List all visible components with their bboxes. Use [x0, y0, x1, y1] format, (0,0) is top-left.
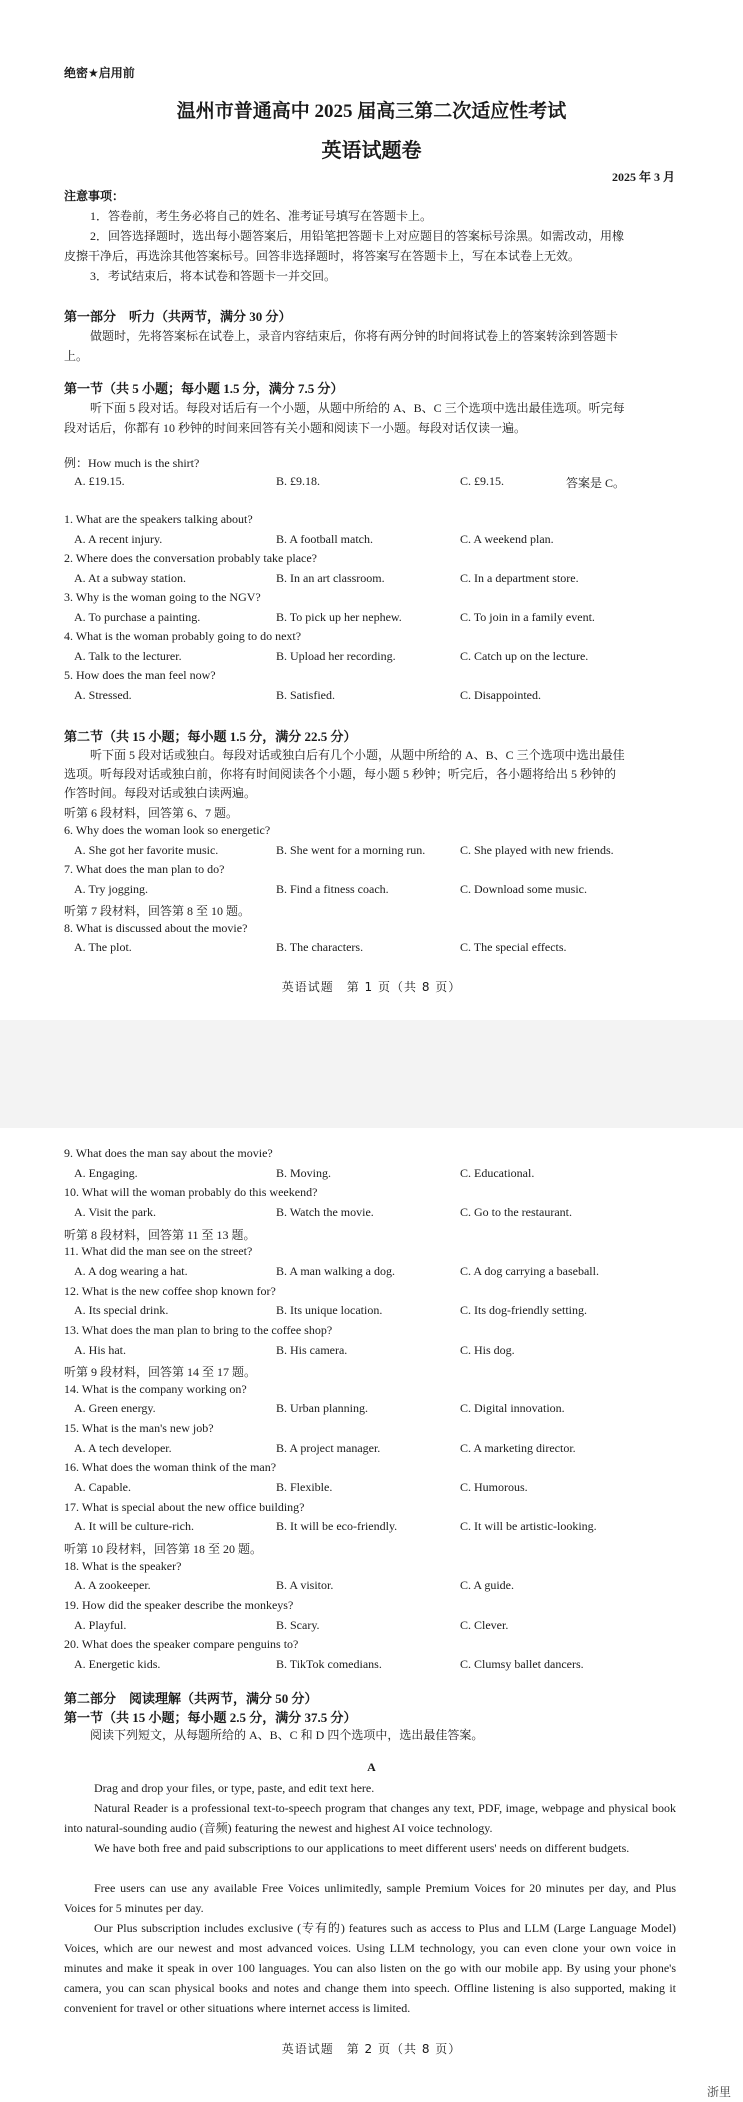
example-question: 例：How much is the shirt? [64, 456, 200, 470]
passage-paragraph: Free users can use any available Free Voices unlimitedly, sample Premium Voices for 20 minutes per day, and Plus Voices for 5 minutes per day. [64, 1881, 676, 1915]
question-text: 14. What is the company working on? [64, 1381, 247, 1396]
corner-mark: 浙里 [706, 2085, 731, 2099]
question-text: 19. How did the speaker describe the monkeys? [64, 1597, 294, 1612]
question-text: 18. What is the speaker? [64, 1558, 182, 1573]
option-c: C. A dog carrying a baseball. [460, 1263, 599, 1278]
part2-heading: 第二部分 阅读理解（共两节，满分 50 分） [64, 1691, 318, 1706]
option-c: C. It will be artistic-looking. [460, 1519, 597, 1534]
option-a: A. A tech developer. [74, 1440, 172, 1455]
question-text: 12. What is the new coffee shop known for? [64, 1283, 276, 1298]
option-c: C. Clever. [460, 1617, 509, 1632]
part1-intro: 做题时，先将答案标在试卷上，录音内容结束后，你将有两分钟的时间将试卷上的答案转涂到答题卡 [90, 329, 619, 343]
part2-section1-heading: 第一节（共 15 小题；每小题 2.5 分，满分 37.5 分） [64, 1710, 357, 1725]
option-a: A. It will be culture-rich. [74, 1519, 194, 1534]
question-text: 20. What does the speaker compare penguins to? [64, 1637, 299, 1652]
question-text: 7. What does the man plan to do? [64, 862, 225, 876]
part2-intro: 阅读下列短文，从每题所给的 A、B、C 和 D 四个选项中，选出最佳答案。 [90, 1728, 484, 1742]
option-a: A. Stressed. [74, 687, 132, 702]
section2-intro: 听下面 5 段对话或独白。每段对话或独白后有几个小题，从题中所给的 A、B、C 三个选项中选出最佳 [90, 748, 625, 762]
material-note: 听第 9 段材料，回答第 14 至 17 题。 [64, 1365, 257, 1380]
option-b: B. Find a fitness coach. [276, 881, 389, 896]
option-a: A. Try jogging. [74, 881, 149, 896]
option-c: C. She played with new friends. [460, 842, 614, 857]
passage-paragraph: Natural Reader is a professional text-to-speech program that changes any text, PDF, image, webpage and physical book into natural-sounding audio (音频) featuring the newest and highest AI voice technology. [64, 1801, 676, 1835]
option-c: C. A marketing director. [460, 1440, 576, 1455]
note-item: 皮擦干净后，再选涂其他答案标号。回答非选择题时，将答案写在答题卡上，写在本试卷上无效。 [64, 249, 581, 263]
option-b: B. A project manager. [276, 1440, 381, 1455]
option-b: B. A man walking a dog. [276, 1263, 395, 1278]
option-b: B. Scary. [276, 1617, 320, 1632]
passage-paragraph: We have both free and paid subscriptions to our applications to meet different users' needs on different budgets. [94, 1841, 630, 1855]
option-c: C. Digital innovation. [460, 1401, 565, 1416]
option-c: C. Its dog-friendly setting. [460, 1303, 587, 1318]
option-c: C. Catch up on the lecture. [460, 648, 589, 663]
option-b: B. Upload her recording. [276, 648, 396, 663]
question-text: 17. What is special about the new office building? [64, 1499, 305, 1514]
option-c: C. To join in a family event. [460, 609, 595, 624]
section1-intro: 段对话后，你都有 10 秒钟的时间来回答有关小题和阅读下一小题。每段对话仅读一遍。 [64, 421, 527, 435]
option-b: B. Urban planning. [276, 1401, 368, 1416]
confidential-label: 绝密★启用前 [64, 66, 135, 80]
option-c: C. In a department store. [460, 570, 579, 585]
section2-heading: 第二节（共 15 小题；每小题 1.5 分，满分 22.5 分） [64, 729, 357, 744]
example-option-a: A. £19.15. [74, 474, 125, 488]
option-c: C. Educational. [460, 1165, 535, 1180]
section1-intro: 听下面 5 段对话。每段对话后有一个小题，从题中所给的 A、B、C 三个选项中选出最佳选项。听完每 [90, 401, 625, 415]
option-b: B. Flexible. [276, 1480, 333, 1495]
section1-heading: 第一节（共 5 小题；每小题 1.5 分，满分 7.5 分） [64, 381, 344, 396]
question-text: 13. What does the man plan to bring to the coffee shop? [64, 1322, 333, 1337]
notes-heading: 注意事项： [64, 189, 125, 203]
option-a: A. A dog wearing a hat. [74, 1263, 188, 1278]
option-c: C. Humorous. [460, 1480, 528, 1495]
question-text: 15. What is the man's new job? [64, 1421, 214, 1436]
exam-subtitle: 英语试题卷 [321, 138, 422, 162]
option-c: C. Disappointed. [460, 687, 541, 702]
option-a: A. To purchase a painting. [74, 609, 201, 624]
option-a: A. Visit the park. [74, 1204, 157, 1219]
question-text: 10. What will the woman probably do this weekend? [64, 1185, 318, 1200]
option-b: B. Its unique location. [276, 1303, 383, 1318]
option-b: B. A football match. [276, 531, 373, 546]
exam-title: 温州市普通高中 2025 届高三第二次适应性考试 [176, 101, 567, 122]
option-b: B. Watch the movie. [276, 1204, 374, 1219]
option-b: B. In an art classroom. [276, 570, 385, 585]
note-item: 3．考试结束后，将本试卷和答题卡一并交回。 [90, 269, 337, 283]
option-a: A. Playful. [74, 1617, 127, 1632]
option-a: A. She got her favorite music. [74, 842, 219, 857]
option-a: A. The plot. [74, 940, 132, 954]
example-answer: 答案是 C。 [566, 476, 626, 490]
option-a: A. At a subway station. [74, 570, 186, 585]
option-b: B. Satisfied. [276, 687, 335, 702]
option-a: A. His hat. [74, 1342, 126, 1357]
question-text: 5. How does the man feel now? [64, 668, 216, 682]
option-c: C. Go to the restaurant. [460, 1204, 572, 1219]
example-option-c: C. £9.15. [460, 474, 505, 488]
question-text: 6. Why does the woman look so energetic? [64, 823, 271, 837]
option-b: B. She went for a morning run. [276, 842, 426, 857]
question-text: 16. What does the woman think of the man? [64, 1460, 277, 1475]
page-footer: 英语试题 第 2 页（共 8 页） [281, 2042, 462, 2056]
passage-paragraph: Our Plus subscription includes exclusive (专有的) features such as access to Plus and LLM (Large Language Model) Voices, which are our newest and most advanced voices. Using LLM technology, you can even clone your own voice in minutes and make it speak in over 100 languages. You can also listen on the go with our mobile app. By using your phone's camera, you can scan physical books and notes and change them into speech. Offline listening is also supported, making it convenient for travel or other situations where internet access is limited. [64, 1921, 676, 2015]
example-option-b: B. £9.18. [276, 474, 321, 488]
option-b: B. Moving. [276, 1165, 332, 1180]
option-c: C. Download some music. [460, 881, 587, 896]
option-a: A. A zookeeper. [74, 1578, 151, 1593]
exam-date: 2025 年 3 月 [611, 170, 675, 184]
material-note: 听第 6 段材料，回答第 6、7 题。 [64, 806, 239, 820]
option-b: B. To pick up her nephew. [276, 609, 402, 624]
option-a: A. A recent injury. [74, 531, 163, 546]
section2-intro: 选项。听每段对话或独白前，你将有时间阅读各个小题，每小题 5 秒钟；听完后，各小题将给出 5 秒钟的 [64, 767, 617, 781]
option-b: B. A visitor. [276, 1578, 334, 1593]
option-a: A. Engaging. [74, 1165, 138, 1180]
material-note: 听第 7 段材料，回答第 8 至 10 题。 [64, 904, 251, 918]
option-b: B. The characters. [276, 940, 364, 954]
question-text: 3. Why is the woman going to the NGV? [64, 590, 261, 604]
question-text: 11. What did the man see on the street? [64, 1244, 253, 1259]
part1-heading: 第一部分 听力（共两节，满分 30 分） [64, 309, 292, 324]
option-a: A. Green energy. [74, 1401, 156, 1416]
question-text: 1. What are the speakers talking about? [64, 512, 253, 526]
passage-label: A [367, 1760, 376, 1774]
option-b: B. His camera. [276, 1342, 348, 1357]
material-note: 听第 8 段材料，回答第 11 至 13 题。 [64, 1227, 256, 1242]
option-c: C. A weekend plan. [460, 531, 554, 546]
option-a: A. Energetic kids. [74, 1656, 161, 1671]
option-c: C. Clumsy ballet dancers. [460, 1656, 584, 1671]
question-text: 9. What does the man say about the movie? [64, 1146, 273, 1160]
option-b: B. It will be eco-friendly. [276, 1519, 398, 1534]
part1-intro: 上。 [64, 349, 89, 363]
note-item: 1．答卷前，考生务必将自己的姓名、准考证号填写在答题卡上。 [90, 209, 433, 223]
question-text: 8. What is discussed about the movie? [64, 920, 248, 935]
passage-paragraph: Drag and drop your files, or type, paste, and edit text here. [94, 1781, 375, 1795]
option-b: B. TikTok comedians. [276, 1656, 382, 1671]
note-item: 2．回答选择题时，选出每小题答案后，用铅笔把答题卡上对应题目的答案标号涂黑。如需改动，用橡 [90, 229, 625, 243]
page-2 [0, 1128, 743, 2102]
option-a: A. Capable. [74, 1480, 131, 1495]
question-text: 4. What is the woman probably going to do next? [64, 629, 302, 643]
option-c: C. The special effects. [460, 940, 567, 954]
question-text: 2. Where does the conversation probably take place? [64, 551, 318, 565]
page-footer: 英语试题 第 1 页（共 8 页） [281, 980, 462, 994]
option-a: A. Talk to the lecturer. [74, 648, 182, 663]
section2-intro: 作答时间。每段对话或独白读两遍。 [64, 786, 257, 800]
option-c: C. A guide. [460, 1578, 515, 1593]
material-note: 听第 10 段材料，回答第 18 至 20 题。 [64, 1542, 263, 1556]
option-a: A. Its special drink. [74, 1303, 169, 1318]
page-1 [0, 0, 743, 1020]
option-c: C. His dog. [460, 1342, 515, 1357]
